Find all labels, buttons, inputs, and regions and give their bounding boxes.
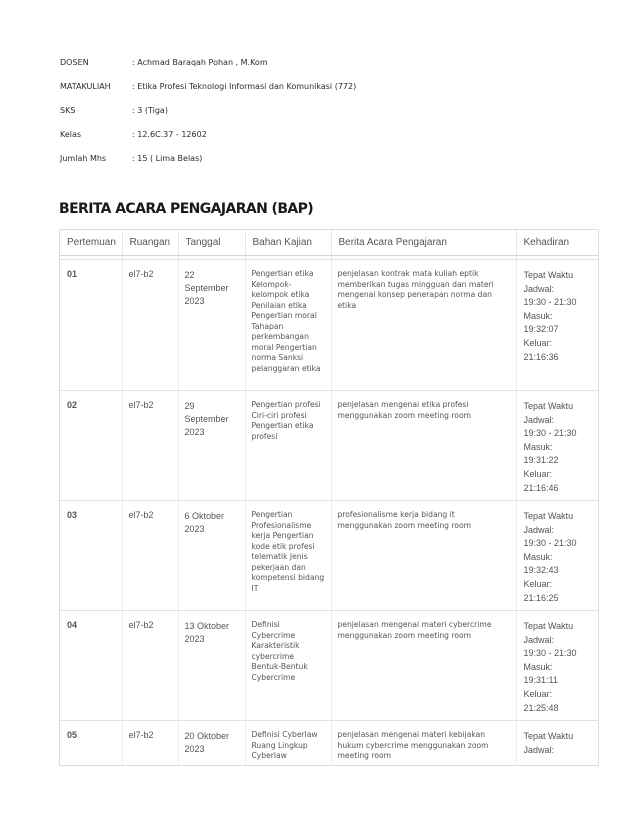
dosen-value: : Achmad Baraqah Pohan , M.Kom: [132, 58, 268, 67]
row-topic: Definisi Cyberlaw Ruang Lingkup Cyberlaw: [245, 721, 331, 767]
row-topic: Pengertian Profesionalisme kerja Pengertian kode etik profesi telematik Jenis pekerjaan dan kompetensi bidang IT: [245, 501, 331, 611]
row-date: [178, 260, 245, 391]
attendance-status: Tepat Waktu: [523, 270, 574, 280]
attendance-keluar: 21:25:48: [523, 702, 559, 713]
header-kehadiran: Kehadiran: [516, 230, 599, 256]
info-row-matakuliah: [60, 82, 356, 106]
page-title: BERITA ACARA PENGAJARAN (BAP): [59, 201, 314, 217]
row-room: el7-b2: [122, 611, 178, 721]
row-date: [178, 501, 245, 611]
row-attendance: [516, 611, 599, 721]
attendance-keluar-label: Keluar:: [523, 578, 553, 589]
row-number: 04: [60, 611, 122, 721]
row-description: penjelasan kontrak mata kuliah eptik memberikan tugas mingguan dan materi mengenai konsep penerapan norma dan etika: [331, 260, 516, 391]
kelas-value: : 12.6C.37 - 12602: [132, 130, 207, 139]
table-row: [60, 611, 599, 721]
attendance-masuk: 19:32:07: [523, 324, 559, 335]
kelas-label: Kelas: [60, 130, 82, 139]
attendance-status: Tepat Waktu: [523, 511, 574, 521]
row-room: el7-b2: [122, 391, 178, 501]
attendance-masuk-label: Masuk:: [523, 551, 553, 562]
row-topic: Pengertian profesi Ciri-ciri profesi Pengertian etika profesi: [245, 391, 331, 501]
row-number: 05: [60, 721, 122, 767]
row-date: [178, 391, 245, 501]
attendance-keluar-label: Keluar:: [523, 688, 553, 699]
row-date: [178, 611, 245, 721]
table-row: [60, 391, 599, 501]
attendance-jadwal-label: Jadwal:: [523, 283, 555, 294]
header-bahan-kajian: Bahan Kajian: [245, 230, 331, 256]
attendance-jadwal: 19:30 - 21:30: [523, 297, 577, 308]
info-row-kelas: [60, 130, 356, 154]
date-line: 2023: [184, 296, 205, 306]
row-description: penjelasan mengenai etika profesi menggunakan zoom meeting room: [331, 391, 516, 501]
attendance-status: Tepat Waktu: [523, 731, 574, 741]
attendance-masuk: 19:32:43: [523, 565, 559, 576]
attendance-keluar: 21:16:36: [523, 351, 559, 362]
attendance-jadwal: 19:30 - 21:30: [523, 648, 577, 659]
date-line: 2023: [184, 427, 205, 437]
header-tanggal: Tanggal: [178, 230, 245, 256]
date-line: 22: [184, 270, 195, 280]
attendance-keluar-label: Keluar:: [523, 468, 553, 479]
row-room: el7-b2: [122, 260, 178, 391]
date-line: 29: [184, 401, 195, 411]
row-attendance: [516, 260, 599, 391]
attendance-status: Tepat Waktu: [523, 401, 574, 411]
attendance-masuk: 19:31:22: [523, 455, 559, 466]
attendance-status: Tepat Waktu: [523, 621, 574, 631]
table-header-row: [60, 230, 599, 256]
attendance-keluar-label: Keluar:: [523, 337, 553, 348]
attendance-jadwal: 19:30 - 21:30: [523, 428, 577, 439]
sks-value: : 3 (Tiga): [132, 106, 168, 115]
bap-table: [59, 229, 599, 766]
attendance-jadwal-label: Jadwal:: [523, 524, 555, 535]
date-line: 20 Oktober: [184, 731, 230, 741]
attendance-masuk-label: Masuk:: [523, 441, 553, 452]
date-line: 13 Oktober: [184, 621, 230, 631]
row-attendance: [516, 721, 599, 767]
row-number: 01: [60, 260, 122, 391]
date-line: 2023: [184, 524, 205, 534]
attendance-masuk-label: Masuk:: [523, 661, 553, 672]
attendance-keluar: 21:16:46: [523, 482, 559, 493]
row-description: profesionalisme kerja bidang it menggunakan zoom meeting room: [331, 501, 516, 611]
sks-label: SKS: [60, 106, 76, 115]
attendance-jadwal-label: Jadwal:: [523, 414, 555, 425]
row-topic: Definisi Cybercrime Karakteristik cybercrime Bentuk-Bentuk Cybercrime: [245, 611, 331, 721]
jumlah-value: : 15 ( Lima Belas): [132, 154, 203, 163]
dosen-label: DOSEN: [60, 58, 89, 67]
attendance-masuk: 19:31:11: [523, 675, 558, 686]
row-attendance: [516, 501, 599, 611]
header-berita-acara: Berita Acara Pengajaran: [331, 230, 516, 256]
attendance-keluar: 21:16:25: [523, 592, 559, 603]
date-line: 6 Oktober: [184, 511, 225, 521]
row-description: penjelasan mengenai materi kebijakan hukum cybercrime menggunakan zoom meeting room: [331, 721, 516, 767]
date-line: September: [184, 283, 229, 293]
table-row: [60, 721, 599, 767]
row-description: penjelasan mengenai materi cybercrime menggunakan zoom meeting room: [331, 611, 516, 721]
table-row: [60, 501, 599, 611]
row-room: el7-b2: [122, 501, 178, 611]
attendance-masuk-label: Masuk:: [523, 310, 553, 321]
date-line: 2023: [184, 634, 205, 644]
info-row-sks: [60, 106, 356, 130]
attendance-jadwal-label: Jadwal:: [523, 744, 555, 755]
date-line: 2023: [184, 744, 205, 754]
row-room: el7-b2: [122, 721, 178, 767]
date-line: September: [184, 414, 229, 424]
jumlah-label: Jumlah Mhs: [60, 154, 107, 163]
header-ruangan: Ruangan: [122, 230, 178, 256]
table-row: [60, 260, 599, 391]
matakuliah-label: MATAKULIAH: [60, 82, 111, 91]
attendance-jadwal: 19:30 - 21:30: [523, 538, 577, 549]
row-attendance: [516, 391, 599, 501]
row-number: 03: [60, 501, 122, 611]
matakuliah-value: : Etika Profesi Teknologi Informasi dan Komunikasi (772): [132, 82, 357, 91]
info-row-jumlah: [60, 154, 356, 178]
attendance-jadwal-label: Jadwal:: [523, 634, 555, 645]
info-row-dosen: [60, 58, 356, 82]
row-topic: Pengertian etika Kelompok-kelompok etika Penilaian etika Pengertian moral Tahapan perkembangan moral Pengertian norma Sanksi pelanggaran etika: [245, 260, 331, 391]
row-number: 02: [60, 391, 122, 501]
course-info: [60, 58, 356, 178]
header-pertemuan: Pertemuan: [60, 230, 122, 256]
row-date: [178, 721, 245, 767]
